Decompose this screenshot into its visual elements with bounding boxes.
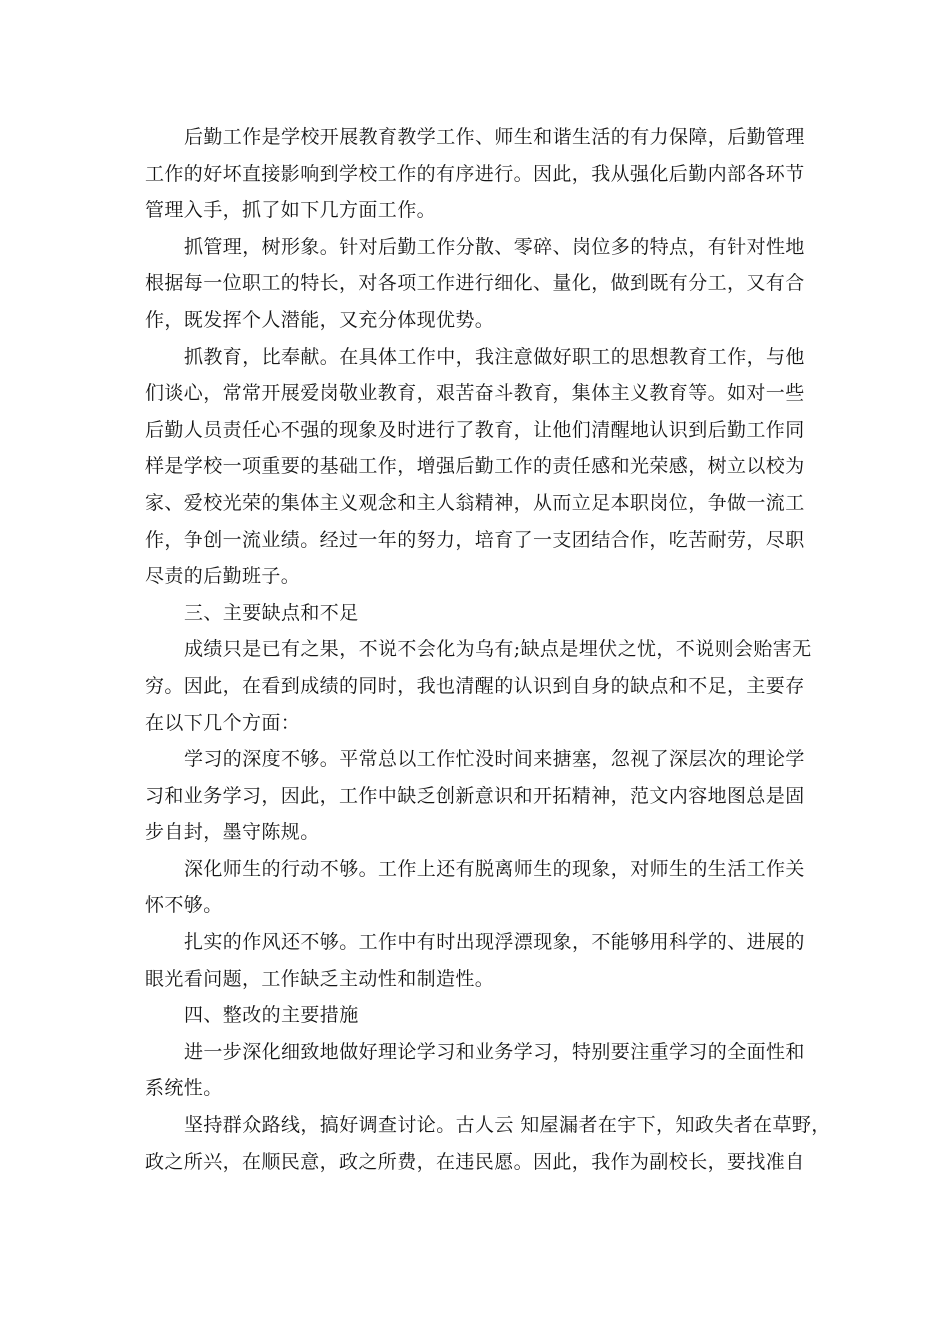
text-line: 管理入手，抓了如下几方面工作。 [145, 199, 437, 222]
text-line: 学习的深度不够。平常总以工作忙没时间来搪塞，忽视了深层次的理论学 [184, 748, 805, 771]
text-line: 四、整改的主要措施 [184, 1004, 359, 1027]
text-line: 政之所兴，在顺民意，政之所费，在违民愿。因此，我作为副校长，要找准自 [145, 1150, 805, 1173]
text-line: 坚持群众路线，搞好调查讨论。古人云 知屋漏者在宇下，知政失者在草野， [184, 1114, 831, 1137]
text-line: 系统性。 [145, 1077, 223, 1100]
text-line: 工作的好坏直接影响到学校工作的有序进行。因此，我从强化后勤内部各环节 [145, 162, 805, 185]
text-line: 后勤工作是学校开展教育教学工作、师生和谐生活的有力保障，后勤管理 [184, 126, 805, 148]
text-line: 根据每一位职工的特长，对各项工作进行细化、量化，做到既有分工，又有合 [145, 272, 805, 295]
text-line: 样是学校一项重要的基础工作，增强后勤工作的责任感和光荣感，树立以校为 [145, 455, 805, 478]
text-line: 后勤人员责任心不强的现象及时进行了教育，让他们清醒地认识到后勤工作同 [145, 418, 805, 441]
text-line: 作，既发挥个人潜能，又充分体现优势。 [145, 308, 495, 331]
text-line: 扎实的作风还不够。工作中有时出现浮漂现象，不能够用科学的、进展的 [184, 931, 805, 954]
text-line: 三、主要缺点和不足 [184, 601, 359, 624]
text-line: 抓管理，树形象。针对后勤工作分散、零碎、岗位多的特点，有针对性地 [184, 235, 805, 258]
text-line: 尽责的后勤班子。 [145, 565, 301, 588]
text-line: 怀不够。 [145, 894, 223, 917]
text-line: 习和业务学习，因此，工作中缺乏创新意识和开拓精神，范文内容地图总是固 [145, 784, 805, 807]
document-body [145, 119, 831, 1180]
text-line: 家、爱校光荣的集体主义观念和主人翁精神，从而立足本职岗位，争做一流工 [145, 491, 805, 514]
text-line: 深化师生的行动不够。工作上还有脱离师生的现象，对师生的生活工作关 [184, 857, 805, 880]
text-line: 作，争创一流业绩。经过一年的努力，培育了一支团结合作，吃苦耐劳，尽职 [145, 528, 805, 551]
text-line: 在以下几个方面： [145, 711, 301, 734]
text-line: 穷。因此，在看到成绩的同时，我也清醒的认识到自身的缺点和不足，主要存 [145, 674, 805, 697]
text-line: 抓教育，比奉献。在具体工作中，我注意做好职工的思想教育工作，与他 [184, 345, 805, 368]
text-line: 步自封，墨守陈规。 [145, 821, 320, 844]
text-line: 眼光看问题，工作缺乏主动性和制造性。 [145, 967, 495, 990]
text-line: 们谈心，常常开展爱岗敬业教育，艰苦奋斗教育，集体主义教育等。如对一些 [145, 382, 805, 405]
text-line: 成绩只是已有之果，不说不会化为乌有;缺点是埋伏之忧，不说则会贻害无 [184, 638, 812, 661]
text-line: 进一步深化细致地做好理论学习和业务学习，特别要注重学习的全面性和 [184, 1040, 805, 1063]
